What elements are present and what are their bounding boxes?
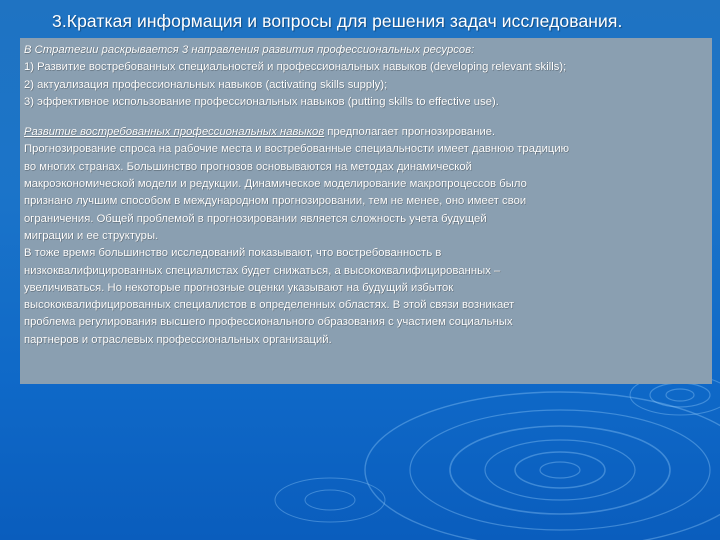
body-line-lead [24, 124, 714, 141]
body-line-3: признано лучшим способом в международном прогнозировании, тем не менее, оно имеет свои [24, 195, 527, 208]
intro-line-3: 3) эффективное использование профессиональных навыков (putting skills to effective use). [24, 95, 499, 108]
body-lead-rest: предполагает прогнозирование. [324, 126, 496, 139]
body-line-9: высококвалифицированных специалистов в определенных областях. В этой связи возникает [24, 299, 515, 312]
body-lead-underlined: Развитие востребованных профессиональных навыков [24, 126, 325, 139]
body-line-5: миграции и ее структуры. [24, 229, 159, 242]
body-line-8: увеличиваться. Но некоторые прогнозные оценки указывают на будущий избыток [24, 281, 454, 294]
content-text [24, 42, 714, 349]
body-line-4: ограничения. Общей проблемой в прогнозировании является сложность учета будущей [24, 212, 487, 225]
body-line-2: макроэкономической модели и редукции. Динамическое моделирование макропроцессов было [24, 178, 527, 191]
body-line-11: партнеров и отраслевых профессиональных организаций. [24, 333, 332, 346]
body-line-0: Прогнозирование спроса на рабочие места и востребованные специальности имеет давнюю традицию [24, 143, 570, 156]
intro-line-0: В Стратегии раскрывается 3 направления развития профессиональных ресурсов: [24, 44, 475, 56]
paragraph-gap [24, 111, 714, 124]
body-line-6: В тоже время большинство исследований показывают, что востребованность в [24, 247, 442, 260]
body-line-7: низкоквалифицированных специалистах будет снижаться, а высококвалифицированных – [24, 264, 501, 277]
slide-title: 3.Краткая информация и вопросы для решения задач исследования. [52, 11, 623, 31]
intro-line-2: 2) актуализация профессиональных навыков (activating skills supply); [24, 78, 388, 91]
intro-line-1: 1) Развитие востребованных специальностей и профессиональных навыков (developing relevant skills); [24, 61, 567, 74]
body-line-1: во многих странах. Большинство прогнозов основываются на методах динамической [24, 160, 472, 173]
body-line-10: проблема регулирования высшего профессионального образования с участием социальных [24, 316, 513, 329]
